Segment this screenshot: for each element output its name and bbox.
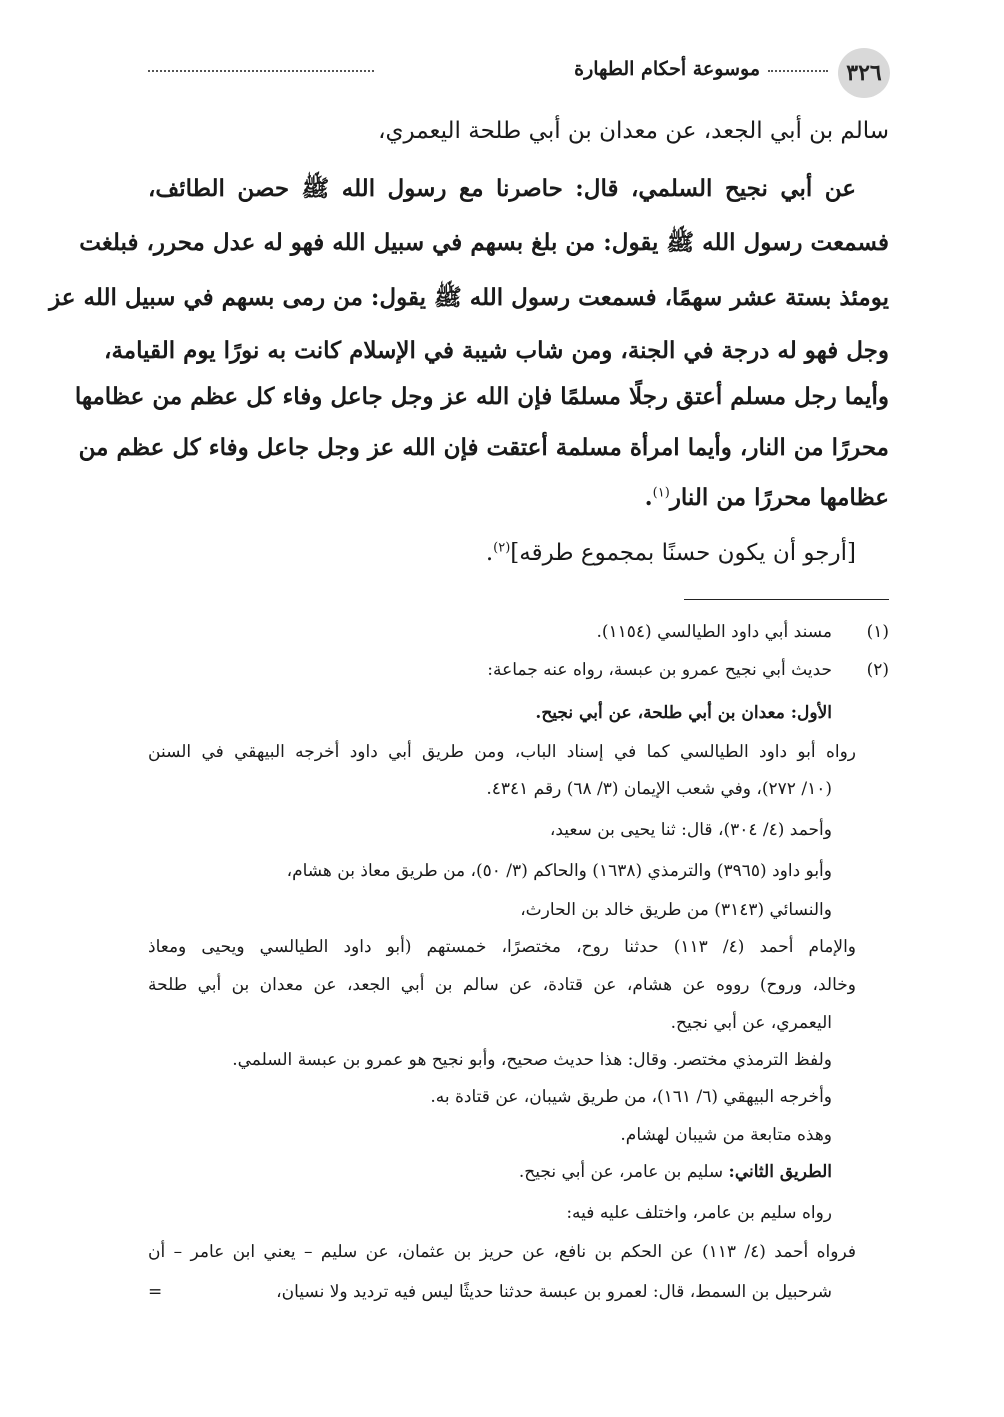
footnote-line-8: وخالد، وروح) رووه عن هشام، عن قتادة، عن سالم بن أبي الجعد، عن معدان بن أبي طلحة: [148, 975, 856, 995]
footnote-ref-2[interactable]: (٢): [493, 540, 511, 556]
footnote-separator: [684, 599, 889, 600]
grading-text: [أرجو أن يكون حسنًا بمجموع طرقه]: [510, 540, 856, 566]
body-line-3: فسمعت رسول الله ﷺ يقول: من بلغ بسهم في سبيل الله فهو له عدل محرر، فبلغت: [79, 229, 889, 256]
continuation-mark: =: [148, 1282, 163, 1302]
footnote-line-15: فرواه أحمد (٤/ ١١٣) عن الحكم بن نافع، عن حريز بن عثمان، عن سليم – يعني ابن عامر – أن: [148, 1242, 856, 1262]
footnote-line-16: شرحبيل بن السمط، قال: لعمرو بن عبسة حدثنا حديثًا ليس فيه ترديد ولا نسيان،: [276, 1282, 832, 1302]
header-dots-left: [148, 70, 374, 72]
body-line-8-text: عظامها محررًا من النار: [669, 484, 889, 511]
footnote-line-12: وهذه متابعة من شيبان لهشام.: [620, 1125, 832, 1145]
footnote-line-1: الأول: معدان بن أبي طلحة، عن أبي نجيح.: [535, 703, 832, 723]
footnote-ref-1[interactable]: (١): [652, 485, 670, 501]
footnote-2-number: (٢): [866, 660, 889, 680]
footnote-1-number: (١): [866, 622, 889, 642]
footnote-2-text: حديث أبي نجيح عمرو بن عبسة، رواه عنه جماعة:: [487, 660, 832, 680]
body-line-8: [645, 484, 889, 511]
running-header: [148, 48, 890, 98]
body-line-8-end: .: [644, 484, 653, 511]
footnote-line-14: رواه سليم بن عامر، واختلف عليه فيه:: [566, 1203, 832, 1223]
footnote-line-13-rest: سليم بن عامر، عن أبي نجيح.: [518, 1162, 729, 1182]
body-line-7: محررًا من النار، وأيما امرأة مسلمة أعتقت فإن الله عز وجل جاعل وفاء كل عظم من: [78, 434, 889, 461]
body-line-2: عن أبي نجيح السلمي، قال: حاصرنا مع رسول الله ﷺ حصن الطائف،: [148, 175, 856, 202]
grading-end: .: [485, 540, 494, 566]
footnote-line-3: (١٠/ ٢٧٢)، وفي شعب الإيمان (٣/ ٦٨) رقم ٤٣٤١.: [486, 779, 832, 799]
header-dots-right: [768, 70, 828, 72]
body-line-1: سالم بن أبي الجعد، عن معدان بن أبي طلحة اليعمري،: [378, 118, 889, 144]
page-number: ٣٢٦: [838, 48, 890, 98]
footnote-line-6: والنسائي (٣١٤٣) من طريق خالد بن الحارث،: [520, 900, 832, 920]
footnote-line-4: وأحمد (٤/ ٣٠٤)، قال: ثنا يحيى بن سعيد،: [549, 820, 832, 840]
footnote-line-11: وأخرجه البيهقي (٦/ ١٦١)، من طريق شيبان، عن قتادة به.: [430, 1087, 832, 1107]
footnote-line-7: والإمام أحمد (٤/ ١١٣) حدثنا روح، مختصرًا، خمستهم (أبو داود الطيالسي ويحيى ومعاذ: [148, 937, 856, 957]
footnote-line-10: ولفظ الترمذي مختصر. وقال: هذا حديث صحيح، وأبو نجيح هو عمرو بن عبسة السلمي.: [232, 1050, 832, 1070]
footnote-line-9: اليعمري، عن أبي نجيح.: [670, 1013, 832, 1033]
footnote-line-5: وأبو داود (٣٩٦٥) والترمذي (١٦٣٨) والحاكم (٣/ ٥٠)، من طريق معاذ بن هشام،: [286, 861, 832, 881]
footnote-1-text: مسند أبي داود الطيالسي (١١٥٤).: [596, 622, 832, 642]
body-line-4: يومئذ بستة عشر سهمًا، فسمعت رسول الله ﷺ يقول: من رمى بسهم في سبيل الله عز: [49, 284, 889, 311]
body-line-6: وأيما رجل مسلم أعتق رجلًا مسلمًا فإن الله عز وجل جاعل وفاء كل عظم من عظامها: [74, 383, 889, 410]
grading-line: [486, 540, 856, 566]
header-title: موسوعة أحكام الطهارة: [574, 58, 760, 80]
body-line-5: وجل فهو له درجة في الجنة، ومن شاب شيبة في الإسلام كانت به نورًا يوم القيامة،: [104, 337, 889, 364]
footnote-line-13-bold: الطريق الثاني:: [728, 1162, 832, 1182]
footnote-line-2: رواه أبو داود الطيالسي كما في إسناد الباب، ومن طريق أبي داود أخرجه البيهقي في السنن: [148, 742, 856, 762]
footnote-line-13: [519, 1162, 832, 1182]
